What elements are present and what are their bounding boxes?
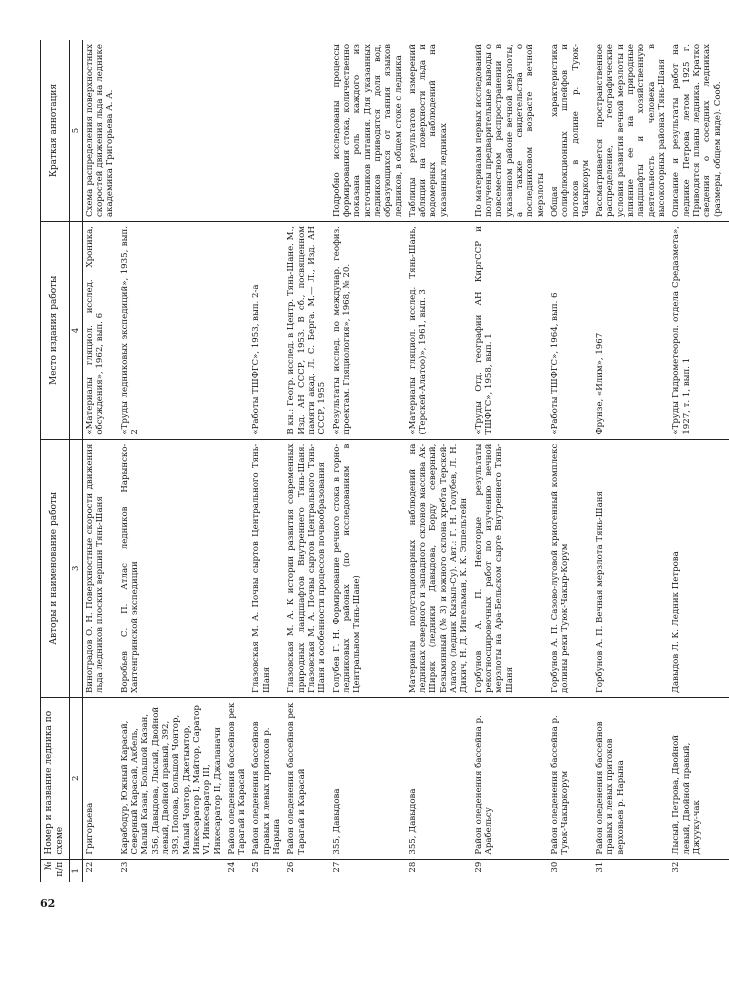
cell-glacier: Район оледенения бассейна р. Туюк-Чакыркорум xyxy=(548,697,593,859)
cell-glacier: Район оледенения бассейнов правых и левых притоков р. Нарына xyxy=(249,697,284,859)
cell-glacier: Карабодур, Южный Карасай, Северный Карасай, Акбель, Малый Казан, Большой Казан, 356, Давыдова, Лысый, Двойной левый, Двойной правый, 392, 393, Попова, Большой Чонтор, Малый Чонтор, Джетымтор, Инкесаратор I, Майтор, Саратор VI, Инкесаратор III, Инкесаратор II, Джаланачи xyxy=(118,697,225,859)
cell-authors xyxy=(225,439,250,697)
cell-glacier: 355, Давыдова xyxy=(330,697,406,859)
cell-place: В кн.: Геогр. исслед. в Центр. Тянь-Шане. М., Изд. АН СССР, 1953. В сб., посвященном памяти акад. Л. С. Берга. М.— Л., Изд. АН СССР, 1955 xyxy=(284,222,329,440)
cell-authors: Глазовская М. А. Почвы сыртов Центрального Тянь-Шаня xyxy=(249,439,284,697)
cell-annotation xyxy=(118,40,225,222)
cell-authors: Горбунов А. П. Сазово-луговой криогенный комплекс долины реки Туюк-Чакыр-Корум xyxy=(548,439,593,697)
cell-authors: Давыдов Л. К. Ледник Петрова xyxy=(669,439,729,697)
cell-place: «Материалы гляциол. исслед. Тянь-Шань, (Терскей-Алатоо)», 1961, вып. 3 xyxy=(406,222,472,440)
cell-no: 29 xyxy=(473,861,484,873)
header-glacier: Номер и название ледника по схеме xyxy=(41,697,70,859)
cell-authors: Голубев Г. Н. Формирование речного стока в горно-ледниковых районах (по исследованиям в Центральном Тянь-Шане) xyxy=(330,439,406,697)
cell-glacier: Григорьева xyxy=(82,697,117,859)
cell-place: «Результаты исслед. по междунар. геофиз. проектам. Гляциология», 1968, № 20. xyxy=(330,222,406,440)
column-number: 1 xyxy=(69,859,82,882)
bibliography-table xyxy=(40,40,729,882)
cell-glacier: Лысый, Петрова, Двойной левый, Двойной правый, Джууку-чак xyxy=(669,697,729,859)
table-row xyxy=(406,40,472,882)
table-row xyxy=(225,40,250,882)
cell-authors: Горбунов А. П. Некоторые результаты рекогносцировочных работ по изучению вечной мерзлоты на Ара-Бельском сырте Внутреннего Тянь-Шаня xyxy=(472,439,548,697)
cell-no: 28 xyxy=(407,861,418,873)
table-header-row xyxy=(41,40,70,882)
cell-glacier: Район оледенения бассейнов рек Тарагай и Карасай xyxy=(284,697,329,859)
rotated-page-content xyxy=(40,40,723,882)
header-annotation: Краткая аннотация xyxy=(41,40,70,222)
cell-no: 25 xyxy=(251,861,262,873)
cell-no: 27 xyxy=(331,861,342,873)
cell-place: «Работы ТШФГС», 1953, вып. 2-а xyxy=(249,222,284,440)
table-row xyxy=(284,40,329,882)
header-place: Место издания работы xyxy=(41,222,70,440)
column-number: 5 xyxy=(69,40,82,222)
table-row xyxy=(82,40,117,882)
cell-annotation xyxy=(249,40,284,222)
cell-no: 23 xyxy=(119,861,130,873)
cell-authors: Горбунов А. П. Вечная мерзлота Тянь-Шаня xyxy=(593,439,669,697)
cell-authors: Материалы полустационарных наблюдений на ледниках северного и западного склонов массива Ак-Ширяк (ледники Давыдова, Бордy северный, Безымянный (№ 3) и южного склона хребта Терскей-Алатоо (ледник Кызыл-Су). Авт.: Г. Н. Голубев, Л. Н. Дикич, Н. Д. Ингельман, К. К. Эппельтейн xyxy=(406,439,472,697)
cell-no: 31 xyxy=(595,861,606,873)
cell-annotation: По материалам первых исследований получены предварительные выводы о повсеместном распространении в указанном районе вечной мерзлоты, а также свидетельства о последниковом возрасте вечной мерзлоты xyxy=(472,40,548,222)
table-row xyxy=(330,40,406,882)
cell-authors: Виноградов О. Н. Поверхностные скорости движения льда ледников плоских вершин Тянь-Шаня xyxy=(82,439,117,697)
cell-authors: Воробьев С. П. Атлас ледников Нарынско-Хантенгринской экспедиции xyxy=(118,439,225,697)
table-row xyxy=(472,40,548,882)
cell-place: «Труды Отд. географии АН КиргССР и ТШФГС», 1958, вып. 1 xyxy=(472,222,548,440)
cell-place: «Материалы гляциол. исслед. Хроника, обсуждения», 1962, вып. 6 xyxy=(82,222,117,440)
table-row xyxy=(249,40,284,882)
cell-no: 30 xyxy=(549,861,560,873)
cell-annotation: Таблицы результатов измерений абляции на поверхности льда и водомерных наблюдений на указанных ледниках xyxy=(406,40,472,222)
table-row xyxy=(669,40,729,882)
cell-annotation: Рассматривается пространственное распределение, географические условия развития вечной мерзлоты и влияние ее на природные ландшафты и хозяйственную деятельность человека в высокогорных районах Тянь-Шаня xyxy=(593,40,669,222)
column-number-row xyxy=(69,40,82,882)
cell-glacier: Район оледенения бассейна р. Арабельсу xyxy=(472,697,548,859)
cell-place xyxy=(225,222,250,440)
column-number: 3 xyxy=(69,439,82,697)
cell-no: 32 xyxy=(671,861,682,873)
cell-authors: Глазовская М. А. К истории развития современных природных ландшафтов Внутреннего Тянь-Шаня. Глазовская М. А. Почвы сыртов Центрального Тянь-Шаня и особенности процессов почвообразования xyxy=(284,439,329,697)
table-row xyxy=(118,40,225,882)
cell-annotation xyxy=(225,40,250,222)
cell-place: «Труды Гидрометеорол. отдела Средазмета», 1927, т. 1, вып. 1 xyxy=(669,222,729,440)
cell-glacier: Район оледенения бассейнов правых и левых притоков верховьев р. Нарына xyxy=(593,697,669,859)
cell-annotation xyxy=(284,40,329,222)
cell-place: Фрунзе, «Илим», 1967 xyxy=(593,222,669,440)
page-number: 62 xyxy=(40,897,56,910)
cell-annotation: Схема распределения поверхностных скоростей движения льда на леднике академика Григорьева А. А. xyxy=(82,40,117,222)
cell-glacier: Район оледенения бассейнов рек Тарагай и Карасай xyxy=(225,697,250,859)
cell-glacier: 355, Давыдова xyxy=(406,697,472,859)
cell-place: «Работы ТШФГС», 1964, вып. 6 xyxy=(548,222,593,440)
table-row xyxy=(548,40,593,882)
cell-annotation: Подробно исследованы процессы формирования стока, количественно показана роль каждого из источников питания. Для указанных ледников приводятся доля вод, образующихся от таяния языков ледников, в общем стоке с ледника xyxy=(330,40,406,222)
cell-no: 24 xyxy=(226,861,237,873)
cell-no: 26 xyxy=(286,861,297,873)
column-number: 4 xyxy=(69,222,82,440)
column-number: 2 xyxy=(69,697,82,859)
header-no: № п/п xyxy=(41,859,70,882)
table-row xyxy=(593,40,669,882)
cell-annotation: Общая характеристика солифлюкционных шлейфов и потоков в долине р. Туюк-Чакыркорум xyxy=(548,40,593,222)
cell-place: «Труды ледниковых экспедиций», 1935, вып. 2 xyxy=(118,222,225,440)
cell-no: 22 xyxy=(84,861,95,873)
header-authors: Авторы и наименование работы xyxy=(41,439,70,697)
cell-annotation: Описание и результаты работ на леднике Петрова летом 1925 г. Приводятся планы ледника. Кратко сведения о соседних ледниках (размеры, общем виде). Сооб. xyxy=(669,40,729,222)
